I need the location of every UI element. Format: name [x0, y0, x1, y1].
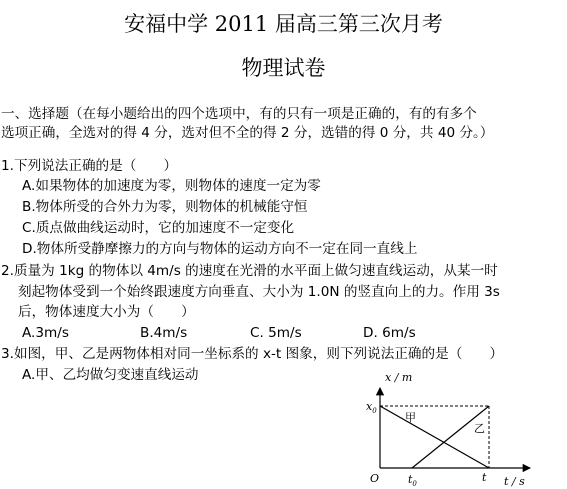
section-1-heading: 一、选择题: [1, 106, 69, 122]
q2-option-d: D. 6m/s: [363, 325, 416, 341]
q1-option-a: A.如果物体的加速度为零，则物体的速度一定为零: [22, 178, 321, 194]
t0-label: $t_0$: [408, 473, 417, 488]
x-axis-label: t / s: [504, 475, 525, 488]
q2-stem-1: 2.质量为 1kg 的物体以 4m/s 的速度在光滑的水平面上做匀速直线运动，从某一时: [1, 263, 498, 279]
q2-stem-3: 后，物体速度大小为（ ）: [18, 304, 195, 320]
section-1-instructions-1: （在每小题给出的四个选项中，有的只有一项是正确的，有的有多个: [68, 106, 477, 122]
q2-stem-2: 刻起物体受到一个始终跟速度方向垂直、大小为 1.0N 的竖直向上的力。作用 3s: [18, 284, 500, 300]
line-yi: [412, 406, 489, 468]
q2-option-a: A.3m/s: [22, 325, 69, 341]
x0-label: $x_0$: [366, 400, 377, 415]
line-jia: [380, 406, 489, 468]
q3-stem: 3.如图，甲、乙是两物体相对同一坐标系的 x-t 图象，则下列说法正确的是（ ）: [1, 346, 504, 362]
q1-option-d: D.物体所受静摩擦力的方向与物体的运动方向不一定在同一直线上: [22, 241, 418, 257]
y-axis-label: x / m: [385, 371, 413, 384]
q3-option-a: A.甲、乙均做匀变速直线运动: [22, 367, 199, 383]
q1-option-c: C.质点做曲线运动时，它的加速度不一定变化: [22, 220, 295, 236]
exam-title: 安福中学 2011 届高三第三次月考: [124, 12, 443, 36]
line-jia-label: 甲: [405, 411, 416, 424]
line-yi-label: 乙: [474, 422, 485, 435]
q1-stem: 1.下列说法正确的是（ ）: [1, 158, 178, 174]
t-label: t: [482, 471, 487, 484]
q2-option-c: C. 5m/s: [250, 325, 302, 341]
section-1-instructions-2: 选项正确，全选对的得 4 分，选对但不全的得 2 分，选错的得 0 分，共 40 分。）: [1, 125, 494, 141]
origin-label: O: [370, 472, 380, 485]
exam-subtitle: 物理试卷: [241, 56, 326, 80]
q2-option-b: B.4m/s: [140, 325, 188, 341]
q1-option-b: B.物体所受的合外力为零，则物体的机械能守恒: [22, 199, 308, 215]
